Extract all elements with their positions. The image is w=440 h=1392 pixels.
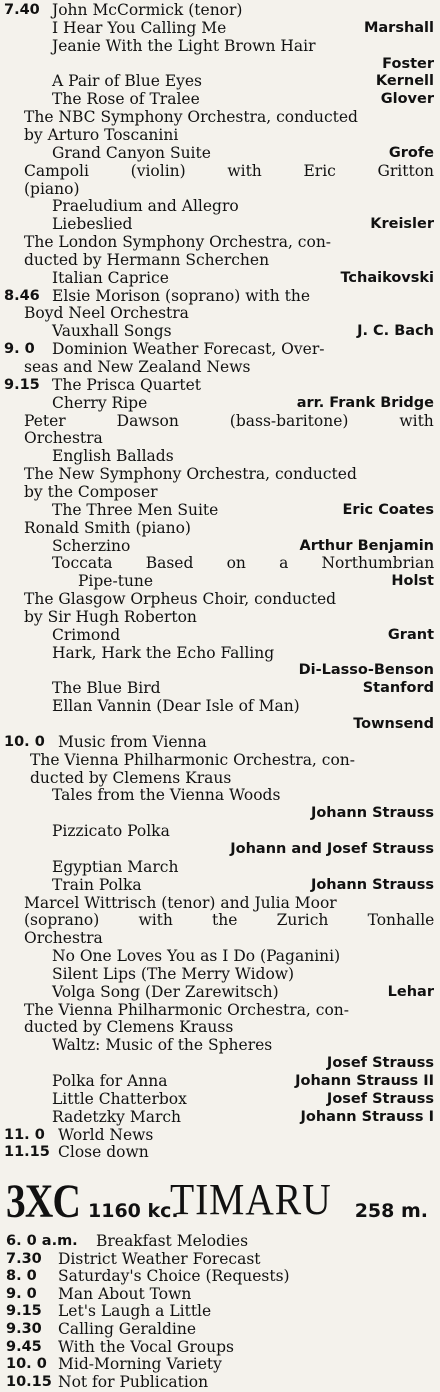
time-label: 8. 0	[6, 1268, 37, 1285]
programme-text: Silent Lips (The Merry Widow)	[52, 964, 295, 983]
composer-name: Johann Strauss I	[300, 1108, 434, 1125]
programme-text: The Vienna Philharmonic Orchestra, con-	[24, 1000, 350, 1019]
listing-line	[0, 447, 440, 466]
time-label: 10. 0	[4, 733, 45, 750]
programme-text: Liebeslied	[52, 215, 133, 234]
listing-line	[0, 251, 440, 270]
listing-line	[0, 287, 440, 306]
programme-text: Grand Canyon Suite	[52, 143, 211, 162]
listing-line	[0, 840, 440, 859]
station-masthead	[0, 1175, 440, 1228]
programme-text: Dominion Weather Forecast, Over-	[52, 340, 325, 359]
time-label: 9. 0	[4, 341, 35, 358]
listing-line	[0, 644, 440, 663]
programme-text: Breakfast Melodies	[96, 1232, 249, 1250]
programme-text: Radetzky March	[52, 1107, 182, 1126]
listing-line	[0, 894, 440, 913]
listing-line	[0, 90, 440, 109]
programme-text: No One Loves You as I Do (Paganini)	[52, 947, 341, 966]
programme-text: by Arturo Toscanini	[24, 125, 179, 144]
programme-text: Jeanie With the Light Brown Hair	[52, 36, 316, 55]
listing-line	[0, 394, 440, 413]
composer-name: Josef Strauss	[326, 1055, 434, 1072]
composer-name: Lehar	[387, 983, 434, 1000]
programme-text: Crimond	[52, 625, 121, 644]
programme-text: The Vienna Philharmonic Orchestra, con-	[30, 750, 356, 769]
programme-text: (piano)	[24, 179, 80, 198]
schedule-line	[0, 1267, 440, 1286]
programme-text: Not for Publication	[58, 1372, 209, 1391]
listing-line	[0, 733, 440, 752]
programme-text: Ellan Vannin (Dear Isle of Man)	[52, 697, 300, 716]
time-label: 10.15	[6, 1373, 52, 1390]
listing-line	[0, 715, 440, 734]
listing-line	[0, 1036, 440, 1055]
programme-text: The Prisca Quartet	[52, 375, 201, 394]
listing-line	[0, 304, 440, 323]
programme-text: seas and New Zealand News	[24, 358, 251, 376]
composer-name: Josef Strauss	[326, 1090, 434, 1107]
listing-line	[0, 537, 440, 556]
programme-text: Polka for Anna	[52, 1072, 168, 1090]
composer-name: J. C. Bach	[357, 323, 434, 340]
programme-text: World News	[58, 1125, 154, 1144]
programme-text: Let's Laugh a Little	[58, 1302, 212, 1321]
listing-line	[0, 19, 440, 38]
time-label: 9.15	[6, 1303, 42, 1320]
listing-line	[0, 108, 440, 127]
programme-text: Pizzicato Polka	[52, 822, 170, 841]
listing-line	[0, 697, 440, 716]
time-label: 11.15	[4, 1144, 50, 1161]
programme-text: Boyd Neel Orchestra	[24, 304, 189, 323]
programme-text: ducted by Hermann Scherchen	[24, 250, 270, 269]
programme-text: Egyptian March	[52, 857, 179, 876]
composer-name: Kreisler	[370, 216, 434, 233]
programme-text: Orchestra	[24, 429, 103, 448]
programme-text: Waltz: Music of the Spheres	[52, 1036, 273, 1055]
listing-line	[0, 786, 440, 805]
listing-line	[0, 1054, 440, 1073]
listing-line	[0, 358, 440, 377]
listing-line	[0, 1072, 440, 1091]
programme-text: The NBC Symphony Orchestra, conducted	[24, 108, 358, 127]
listing-line	[0, 947, 440, 966]
listing-line	[0, 144, 440, 163]
listing-line	[0, 1108, 440, 1127]
listing-line	[0, 876, 440, 895]
listing-line	[0, 769, 440, 788]
time-label: 11. 0	[4, 1126, 45, 1143]
listing-line	[0, 465, 440, 484]
programme-text: Saturday's Choice (Requests)	[58, 1267, 290, 1286]
listing-line	[0, 197, 440, 216]
composer-name: Townsend	[353, 716, 434, 732]
programme-text: With the Vocal Groups	[58, 1337, 234, 1356]
composer-name: Tchaikovski	[340, 269, 434, 286]
programme-text: Man About Town	[58, 1284, 192, 1303]
programme-text: The Three Men Suite	[52, 500, 219, 519]
listing-line	[0, 519, 440, 538]
programme-text: by the Composer	[24, 482, 158, 501]
schedule-line	[0, 1373, 440, 1392]
listing-line	[0, 233, 440, 252]
programme-text: Toccata Based on a Northumbrian	[52, 554, 435, 573]
programme-text: Orchestra	[24, 929, 103, 948]
programme-text: Little Chatterbox	[52, 1089, 187, 1108]
programme-text: ducted by Clemens Kraus	[30, 768, 232, 787]
programme-text: I Hear You Calling Me	[52, 18, 227, 37]
listing-line	[0, 929, 440, 948]
composer-name: Marshall	[363, 19, 434, 36]
listing-line	[0, 965, 440, 984]
composer-name: Stanford	[362, 680, 434, 697]
composer-name: Johann and Josef Strauss	[230, 840, 434, 857]
programme-text: Scherzino	[52, 536, 131, 555]
time-label: 9.45	[6, 1338, 42, 1355]
programme-text: Peter Dawson (bass-baritone) with	[24, 411, 434, 430]
programme-text: Hark, Hark the Echo Falling	[52, 643, 275, 662]
listing-line	[0, 322, 440, 341]
time-label: 8.46	[4, 287, 40, 304]
schedule-line	[0, 1338, 440, 1357]
time-label: 10. 0	[6, 1356, 47, 1373]
listing-line	[0, 55, 440, 74]
composer-name: Johann Strauss	[310, 805, 434, 822]
listing-line	[0, 37, 440, 56]
listing-line	[0, 608, 440, 627]
programme-text: (soprano) with the Zurich Tonhalle	[24, 911, 435, 930]
schedule-line	[0, 1250, 440, 1269]
time-label: 9.30	[6, 1321, 42, 1337]
listing-line	[0, 162, 440, 181]
programme-text: Italian Caprice	[52, 268, 169, 287]
listing-line	[0, 376, 440, 395]
listing-line	[0, 126, 440, 145]
programme-text: Cherry Ripe	[52, 393, 148, 412]
station-callsign: 3XC	[6, 1175, 81, 1228]
listing-line	[0, 501, 440, 520]
station-frequency: 1160 kc.	[88, 1200, 179, 1222]
programme-text: John McCormick (tenor)	[52, 1, 243, 19]
schedule-line	[0, 1355, 440, 1374]
programme-text: Calling Geraldine	[58, 1320, 197, 1338]
composer-name: Eric Coates	[342, 501, 434, 518]
station-city: TIMARU	[170, 1175, 332, 1224]
composer-name: Glover	[380, 91, 434, 108]
programme-text: Elsie Morison (soprano) with the	[52, 286, 310, 305]
programme-text: Close down	[58, 1143, 149, 1162]
listing-line	[0, 822, 440, 841]
composer-name: Kernell	[375, 73, 434, 90]
composer-name: Grofe	[388, 144, 434, 161]
programme-text: Mid-Morning Variety	[58, 1355, 222, 1374]
listing-line	[0, 911, 440, 930]
listing-line	[0, 554, 440, 573]
schedule-line	[0, 1232, 440, 1251]
composer-name: arr. Frank Bridge	[296, 394, 434, 411]
programme-text: Vauxhall Songs	[52, 322, 172, 341]
programme-text: Campoli (violin) with Eric Gritton	[24, 161, 435, 180]
programme-text: A Pair of Blue Eyes	[52, 72, 203, 91]
listing-line	[0, 1, 440, 20]
listing-line	[0, 429, 440, 448]
composer-name: Foster	[382, 55, 434, 72]
composer-name: Di-Lasso-Benson	[298, 662, 434, 679]
listing-line	[0, 858, 440, 877]
listing-line	[0, 1143, 440, 1162]
programme-text: The Blue Bird	[52, 679, 161, 698]
listing-line	[0, 661, 440, 680]
time-label: 7.30	[6, 1250, 42, 1267]
programme-text: The London Symphony Orchestra, con-	[24, 233, 332, 252]
programme-text: Tales from the Vienna Woods	[52, 786, 281, 805]
composer-name: Grant	[387, 626, 434, 643]
programme-text: Music from Vienna	[58, 732, 207, 751]
composer-name: Johann Strauss	[310, 876, 434, 893]
programme-text: District Weather Forecast	[58, 1249, 261, 1268]
listing-line	[0, 215, 440, 234]
programme-text: Marcel Wittrisch (tenor) and Julia Moor	[24, 893, 337, 912]
listing-line	[0, 72, 440, 91]
station-wavelength: 258 m.	[354, 1200, 428, 1222]
composer-name: Holst	[391, 573, 434, 590]
composer-name: Arthur Benjamin	[299, 537, 434, 554]
composer-name: Johann Strauss II	[295, 1073, 434, 1089]
programme-text: Volga Song (Der Zarewitsch)	[52, 982, 279, 1001]
listing-line	[0, 804, 440, 823]
listing-line	[0, 340, 440, 359]
programme-text: Pipe-tune	[78, 572, 154, 591]
programme-text: The New Symphony Orchestra, conducted	[24, 465, 357, 484]
programme-text: English Ballads	[52, 447, 174, 466]
listing-line	[0, 679, 440, 698]
listing-line	[0, 483, 440, 502]
listing-line	[0, 751, 440, 770]
programme-text: by Sir Hugh Roberton	[24, 607, 197, 626]
time-label: 6. 0 a.m.	[6, 1233, 78, 1249]
listing-line	[0, 1001, 440, 1020]
programme-text: ducted by Clemens Krauss	[24, 1018, 234, 1037]
listing-line	[0, 983, 440, 1002]
programme-text: The Rose of Tralee	[52, 90, 200, 109]
listing-line	[0, 1126, 440, 1145]
programme-text: The Glasgow Orpheus Choir, conducted	[24, 590, 337, 609]
time-label: 7.40	[4, 2, 40, 18]
time-label: 9. 0	[6, 1285, 37, 1302]
listing-line	[0, 626, 440, 645]
listing-line	[0, 180, 440, 199]
programme-text: Train Polka	[52, 875, 142, 894]
schedule-line	[0, 1320, 440, 1339]
listing-line	[0, 412, 440, 431]
schedule-line	[0, 1285, 440, 1304]
listing-line	[0, 590, 440, 609]
time-label: 9.15	[4, 376, 40, 393]
listing-line	[0, 572, 440, 591]
listing-line	[0, 1018, 440, 1037]
programme-text: Praeludium and Allegro	[52, 197, 239, 216]
programme-text: Ronald Smith (piano)	[24, 518, 191, 537]
listing-line	[0, 269, 440, 288]
listing-line	[0, 1090, 440, 1109]
schedule-line	[0, 1302, 440, 1321]
